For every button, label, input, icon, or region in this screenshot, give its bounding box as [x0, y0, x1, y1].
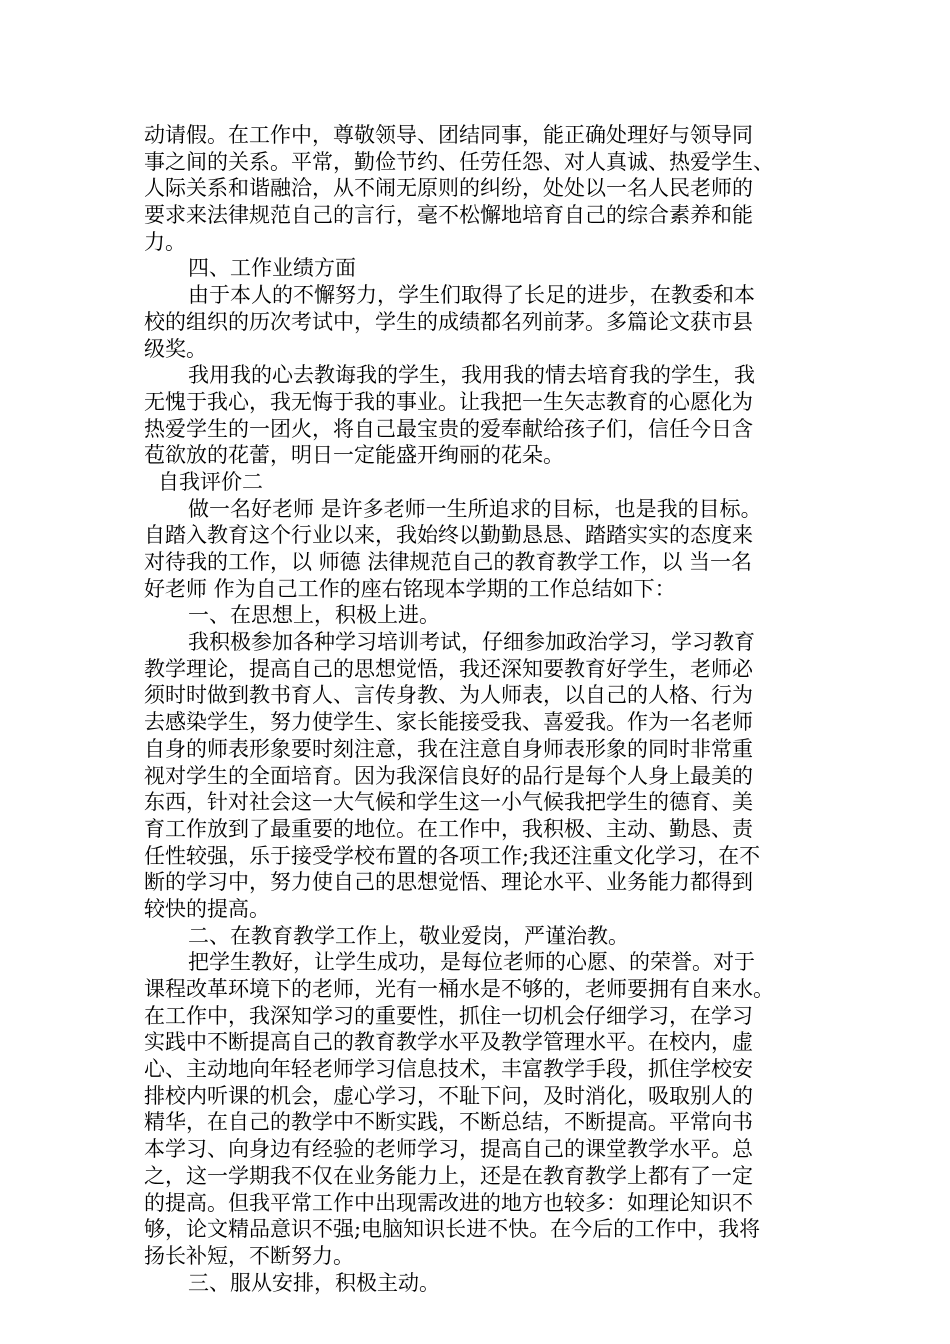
- text-line: 好老师 作为自己工作的座右铭现本学期的工作总结如下：: [144, 576, 676, 601]
- text-line: 我用我的心去教诲我的学生，我用我的情去培育我的学生，我: [188, 363, 755, 388]
- text-line: 自我评价二: [158, 469, 263, 494]
- text-line: 的提高。但我平常工作中出现需改进的地方也较多：如理论知识不: [144, 1190, 753, 1215]
- text-line: 精华，在自己的教学中不断实践，不断总结，不断提高。平常向书: [144, 1110, 753, 1135]
- text-line: 由于本人的不懈努力，学生们取得了长足的进步，在教委和本: [188, 283, 755, 308]
- text-line: 去感染学生，努力使学生、家长能接受我、喜爱我。作为一名老师: [144, 710, 753, 735]
- text-line: 动请假。在工作中，尊敬领导、团结同事，能正确处理好与领导同: [144, 123, 753, 147]
- text-line: 做一名好老师 是许多老师一生所追求的目标，也是我的目标。: [188, 496, 762, 521]
- text-line: 课程改革环境下的老师，光有一桶水是不够的，老师要拥有自来水。: [144, 977, 774, 1001]
- text-line: 排校内听课的机会，虚心学习，不耻下问，及时消化，吸取别人的: [144, 1083, 753, 1108]
- text-line: 把学生教好，让学生成功，是每位老师的心愿、的荣誉。对于: [188, 950, 755, 975]
- text-line: 须时时做到教书育人、言传身教、为人师表，以自己的人格、行为: [144, 683, 753, 708]
- text-line: 心、主动地向年轻老师学习信息技术，丰富教学手段，抓住学校安: [144, 1057, 753, 1082]
- text-line: 对待我的工作，以 师德 法律规范自己的教育教学工作，以 当一名: [144, 550, 753, 574]
- text-line: 之，这一学期我不仅在业务能力上，还是在教育教学上都有了一定: [144, 1163, 753, 1188]
- text-line: 要求来法律规范自己的言行，毫不松懈地培育自己的综合素养和能: [144, 203, 753, 228]
- text-line: 扬长补短，不断努力。: [144, 1243, 354, 1268]
- text-line: 视对学生的全面培育。因为我深信良好的品行是每个人身上最美的: [144, 763, 753, 788]
- text-line: 热爱学生的一团火，将自己最宝贵的爱奉献给孩子们，信任今日含: [144, 416, 753, 441]
- text-line: 育工作放到了最重要的地位。在工作中，我积极、主动、勤恳、责: [144, 816, 753, 841]
- text-line: 在工作中，我深知学习的重要性，抓住一切机会仔细学习，在学习: [144, 1003, 753, 1028]
- document-page: [144, 122, 834, 1296]
- text-line: 任性较强，乐于接受学校布置的各项工作;我还注重文化学习，在不: [144, 843, 761, 868]
- text-line: 二、在教育教学工作上，敬业爱岗，严谨治教。: [188, 923, 629, 948]
- text-line: 较快的提高。: [144, 896, 270, 921]
- text-line: 本学习、向身边有经验的老师学习，提高自己的课堂教学水平。总: [144, 1137, 753, 1162]
- text-line: 够，论文精品意识不强;电脑知识长进不快。在今后的工作中，我将: [144, 1217, 761, 1242]
- text-line: 三、服从安排，积极主动。: [188, 1270, 440, 1295]
- text-line: 力。: [144, 229, 186, 254]
- text-line: 级奖。: [144, 336, 207, 361]
- text-line: 自身的师表形象要时刻注意，我在注意自身师表形象的同时非常重: [144, 736, 753, 761]
- text-line: 教学理论，提高自己的思想觉悟，我还深知要教育好学生，老师必: [144, 656, 753, 681]
- text-line: 苞欲放的花蕾，明日一定能盛开绚丽的花朵。: [144, 443, 564, 468]
- text-line: 我积极参加各种学习培训考试，仔细参加政治学习，学习教育: [188, 630, 755, 655]
- text-line: 事之间的关系。平常，勤俭节约、任劳任怨、对人真诚、热爱学生、: [144, 149, 774, 174]
- text-line: 实践中不断提高自己的教育教学水平及教学管理水平。在校内，虚: [144, 1030, 753, 1055]
- text-line: 自踏入教育这个行业以来，我始终以勤勤恳恳、踏踏实实的态度来: [144, 523, 753, 548]
- text-line: 无愧于我心，我无悔于我的事业。让我把一生矢志教育的心愿化为: [144, 389, 753, 414]
- text-line: 四、工作业绩方面: [188, 256, 356, 281]
- text-line: 人际关系和谐融洽，从不闹无原则的纠纷，处处以一名人民老师的: [144, 176, 753, 201]
- text-line: 一、在思想上，积极上进。: [188, 603, 440, 628]
- text-line: 断的学习中，努力使自己的思想觉悟、理论水平、业务能力都得到: [144, 870, 753, 895]
- text-line: 东西，针对社会这一大气候和学生这一小气候我把学生的德育、美: [144, 790, 753, 815]
- text-line: 校的组织的历次考试中，学生的成绩都名列前茅。多篇论文获市县: [144, 309, 753, 334]
